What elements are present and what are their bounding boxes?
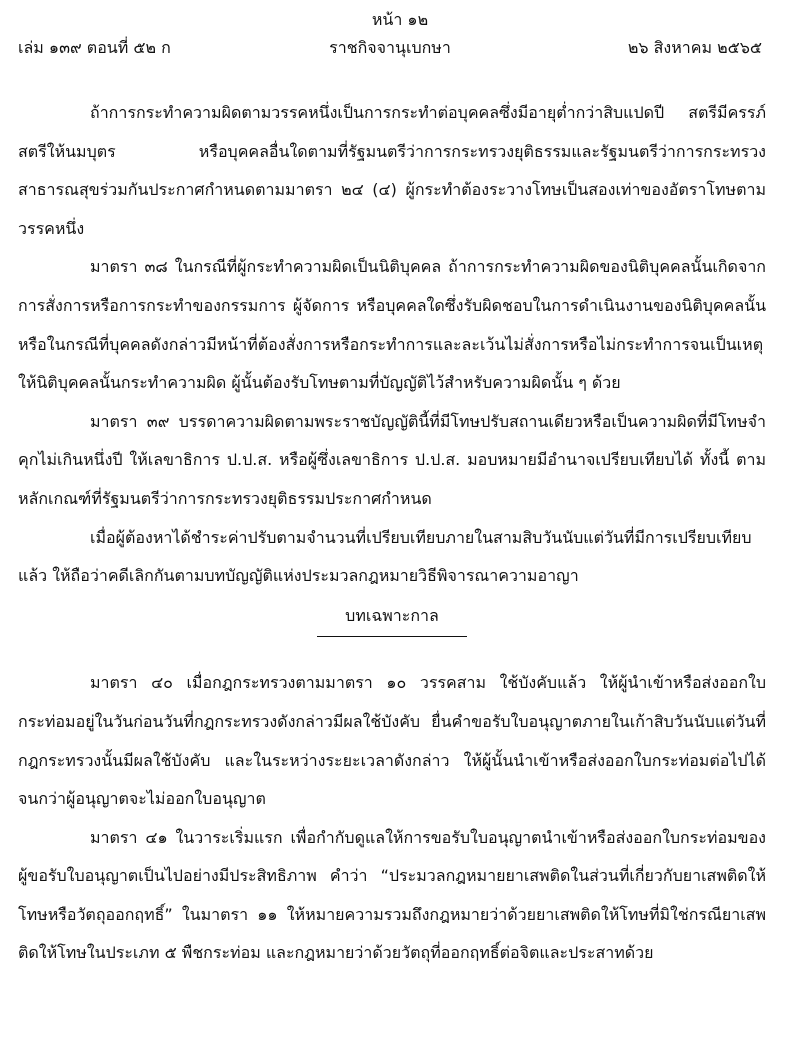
paragraph-section-38: มาตรา ๓๘ ในกรณีที่ผู้กระทำความผิดเป็นนิติบุคคล ถ้าการกระทำความผิดของนิติบุคคลนั้นเกิดจากการสั่งการหรือการกระทำของกรรมการ ผู้จัดการ หรือบุคคลใดซึ่งรับผิดชอบในการดำเนินงานของนิติบุคคลนั้น หรือในกรณีที่บุคคลดังกล่าวมีหน้าที่ต้องสั่งการหรือกระทำการและละเว้นไม่สั่งการหรือไม่กระทำการจนเป็นเหตุให้นิติบุคคลนั้นกระทำความผิด ผู้นั้นต้องรับโทษตามที่บัญญัติไว้สำหรับความผิดนั้น ๆ ด้วย — [18, 257, 766, 393]
paragraph-section-41: มาตรา ๔๑ ในวาระเริ่มแรก เพื่อกำกับดูแลให้การขอรับใบอนุญาตนำเข้าหรือส่งออกใบกระท่อมของผู้ขอรับใบอนุญาตเป็นไปอย่างมีประสิทธิภาพ คำว่า “ประมวลกฎหมายยาเสพติดในส่วนที่เกี่ยวกับยาเสพติดให้โทษหรือวัตถุออกฤทธิ์” ในมาตรา ๑๑ ให้หมายความรวมถึงกฎหมายว่าด้วยยาเสพติดให้โทษที่มิใช่กรณียาเสพติดให้โทษในประเภท ๕ พืชกระท่อม และกฎหมายว่าด้วยวัตถุที่ออกฤทธิ์ต่อจิตและประสาทด้วย — [18, 827, 766, 963]
paragraph-section-40: มาตรา ๔๐ เมื่อกฎกระทรวงตามมาตรา ๑๐ วรรคสาม ใช้บังคับแล้ว ให้ผู้นำเข้าหรือส่งออกใบกระท่อมอยู่ในวันก่อนวันที่กฎกระทรวงดังกล่าวมีผลใช้บังคับ ยื่นคำขอรับใบอนุญาตภายในเก้าสิบวันนับแต่วันที่กฎกระทรวงนั้นมีผลใช้บังคับ และในระหว่างระยะเวลาดังกล่าว ให้ผู้นั้นนำเข้าหรือส่งออกใบกระท่อมต่อไปได้จนกว่าผู้อนุญาตจะไม่ออกใบอนุญาต — [18, 673, 766, 809]
paragraph-37-continued: ถ้าการกระทำความผิดตามวรรคหนึ่งเป็นการกระทำต่อบุคคลซึ่งมีอายุต่ำกว่าสิบแปดปี สตรีมีครรภ์ สตรีให้นมบุตร หรือบุคคลอื่นใดตามที่รัฐมนตรีว่าการกระทรวงยุติธรรมและรัฐมนตรีว่าการกระทรวงสาธารณสุขร่วมกันประกาศกำหนดตามมาตรา ๒๔ (๔) ผู้กระทำต้องระวางโทษเป็นสองเท่าของอัตราโทษตามวรรคหนึ่ง — [18, 103, 766, 238]
page-number: หน้า ๑๒ — [371, 10, 429, 29]
paragraph-section-39-settlement: เมื่อผู้ต้องหาได้ชำระค่าปรับตามจำนวนที่เปรียบเทียบภายในสามสิบวันนับแต่วันที่มีการเปรียบเทียบแล้ว ให้ถือว่าคดีเลิกกันตามบทบัญญัติแห่งประมวลกฎหมายวิธีพิจารณาความอาญา — [18, 527, 752, 586]
publication-title: ราชกิจจานุเบกษา — [329, 38, 451, 57]
paragraph-section-39: มาตรา ๓๙ บรรดาความผิดตามพระราชบัญญัตินี้ที่มีโทษปรับสถานเดียวหรือเป็นความผิดที่มีโทษจำคุกไม่เกินหนึ่งปี ให้เลขาธิการ ป.ป.ส. หรือผู้ซึ่งเลขาธิการ ป.ป.ส. มอบหมายมีอำนาจเปรียบเทียบได้ ทั้งนี้ ตามหลักเกณฑ์ที่รัฐมนตรีว่าการกระทรวงยุติธรรมประกาศกำหนด — [18, 411, 766, 508]
publication-date: ๒๖ สิงหาคม ๒๕๖๕ — [627, 38, 762, 57]
section-title-rule — [317, 636, 467, 637]
volume-info: เล่ม ๑๓๙ ตอนที่ ๕๒ ก — [18, 38, 171, 57]
document-body — [18, 94, 766, 973]
section-title-transitory: บทเฉพาะกาล — [345, 605, 439, 625]
